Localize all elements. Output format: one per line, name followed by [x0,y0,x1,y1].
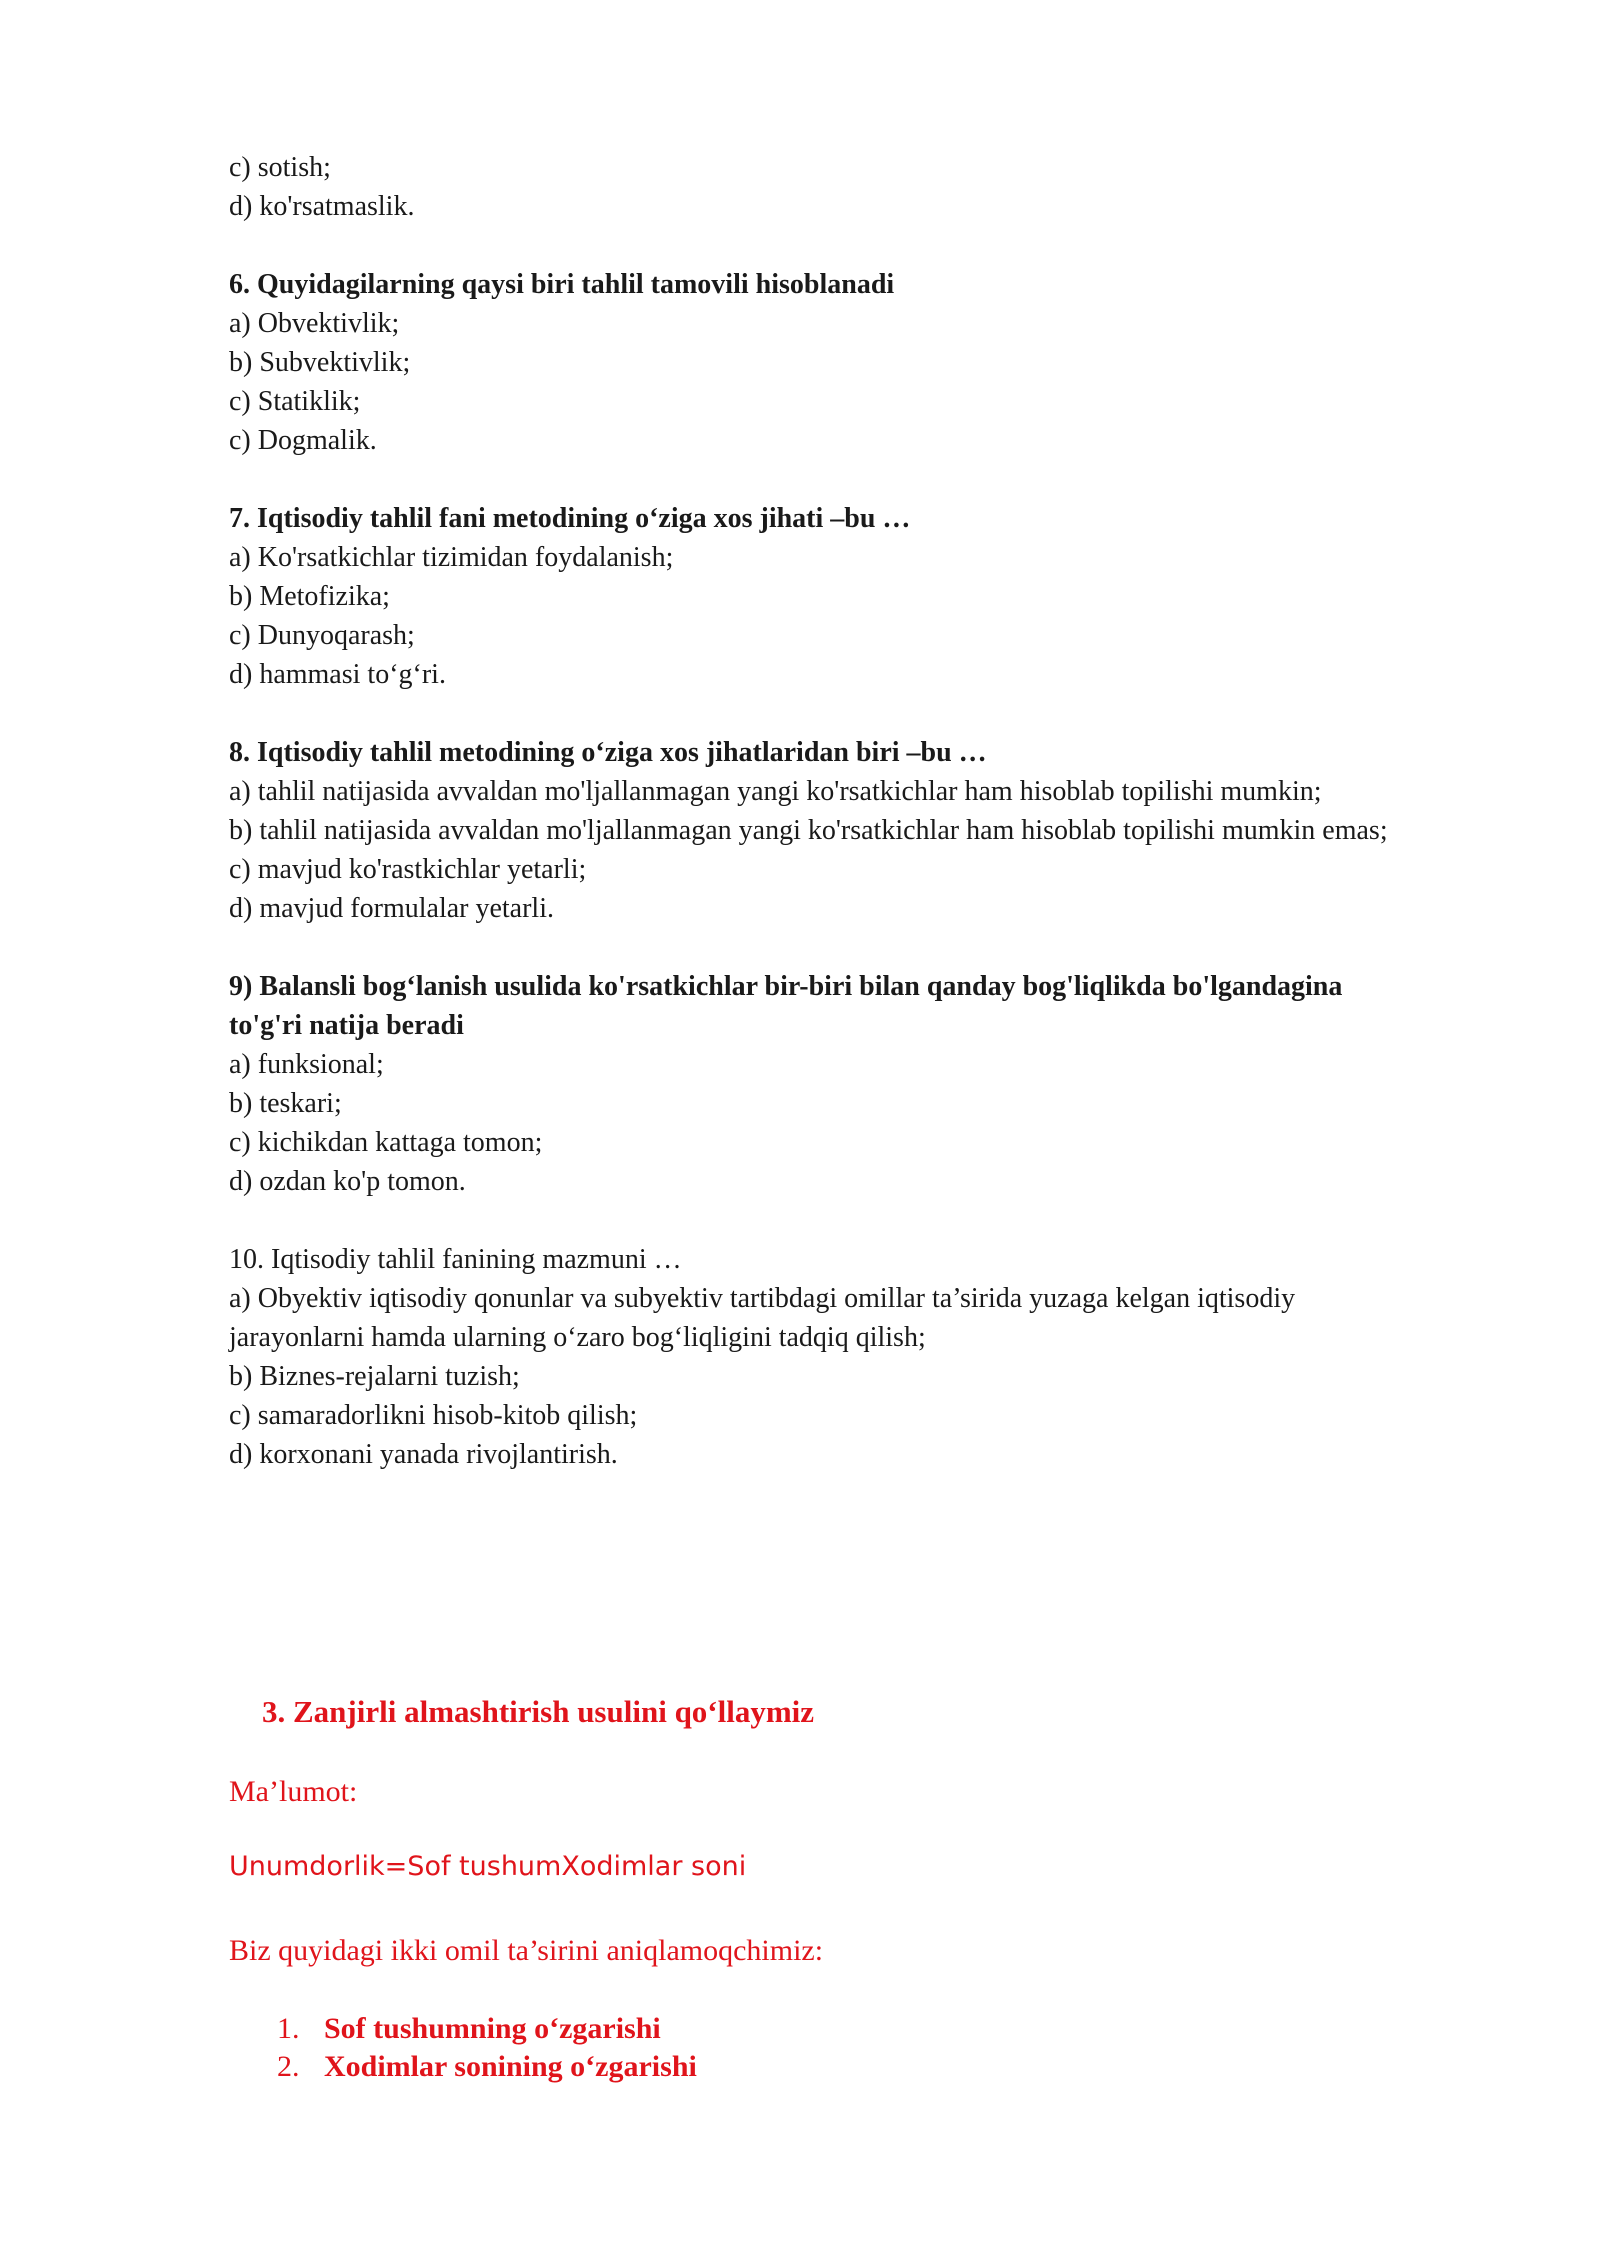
question-title: 8. Iqtisodiy tahlil metodining o‘ziga xos jihatlaridan biri –bu … [229,737,987,768]
intro-text: Biz quyidagi ikki omil ta’sirini aniqlamoqchimiz: [229,1934,824,1967]
option-d: d) korxonani yanada rivojlantirish. [229,1439,618,1470]
option-c: c) Dunyoqarash; [229,620,415,651]
option-c: c) Statiklik; [229,386,361,417]
option-c: c) mavjud ko'rastkichlar yetarli; [229,854,587,885]
info-label: Ma’lumot: [229,1775,358,1808]
question-title-line-1: 9) Balansli bog‘lanish usulida ko'rsatkichlar bir-biri bilan qanday bog'liqlikda bo'lgandagina [229,971,1343,1002]
list-item [277,2010,697,2048]
factor-list [277,2010,697,2086]
question-6 [229,265,1479,460]
option-b: b) Metofizika; [229,581,390,612]
list-number: 2. [277,2050,300,2083]
option-a-line-1: a) Obyektiv iqtisodiy qonunlar va subyektiv tartibdagi omillar ta’sirida yuzaga kelgan iqtisodiy [229,1283,1296,1314]
option-a: a) Obvektivlik; [229,308,400,339]
option-d: d) ko'rsatmaslik. [229,191,415,222]
list-number: 1. [277,2012,300,2045]
list-item [277,2048,697,2086]
option-a: a) funksional; [229,1049,384,1080]
section-heading: 3. Zanjirli almashtirish usulini qo‘llaymiz [262,1694,815,1729]
option-a: a) Ko'rsatkichlar tizimidan foydalanish; [229,542,674,573]
option-c: c) samaradorlikni hisob-kitob qilish; [229,1400,638,1431]
option-d: d) hammasi to‘g‘ri. [229,659,446,690]
question-title: 7. Iqtisodiy tahlil fani metodining o‘ziga xos jihati –bu … [229,503,911,534]
option-c: c) sotish; [229,152,331,183]
question-8 [229,733,1479,928]
option-b: b) tahlil natijasida avvaldan mo'ljallanmagan yangi ko'rsatkichlar ham hisoblab topilishi mumkin emas; [229,815,1388,846]
question-title: 10. Iqtisodiy tahlil fanining mazmuni … [229,1244,682,1275]
question-7 [229,499,1479,694]
question-10 [229,1240,1479,1474]
option-a: a) tahlil natijasida avvaldan mo'ljallanmagan yangi ko'rsatkichlar ham hisoblab topilishi mumkin; [229,776,1322,807]
question-title: 6. Quyidagilarning qaysi biri tahlil tamovili hisoblanadi [229,269,895,300]
formula: Unumdorlik=Sof tushumXodimlar soni [229,1851,747,1882]
quiz-content [229,148,1479,1474]
option-d: d) ozdan ko'p tomon. [229,1166,466,1197]
list-text: Sof tushumning o‘zgarishi [324,2012,661,2045]
option-c: c) kichikdan kattaga tomon; [229,1127,543,1158]
option-b: b) teskari; [229,1088,342,1119]
question-5-tail [229,148,1479,226]
question-title-line-2: to'g'ri natija beradi [229,1010,464,1041]
option-b: b) Subvektivlik; [229,347,411,378]
option-a-line-2: jarayonlarni hamda ularning o‘zaro bog‘liqligini tadqiq qilish; [229,1322,926,1353]
question-9 [229,967,1479,1201]
option-b: b) Biznes-rejalarni tuzish; [229,1361,520,1392]
option-d: d) mavjud formulalar yetarli. [229,893,554,924]
list-text: Xodimlar sonining o‘zgarishi [324,2050,697,2083]
option-c-2: c) Dogmalik. [229,425,377,456]
